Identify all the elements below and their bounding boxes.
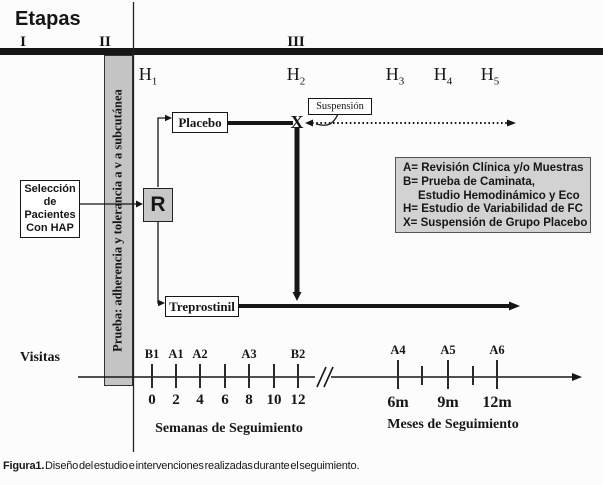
selection-box-line: Selección — [24, 183, 76, 195]
h-marker: $H_5$ — [480, 64, 500, 88]
timeline-tick — [273, 364, 275, 388]
weeks-caption: Semanas de Seguimiento — [155, 421, 303, 436]
r-to-placebo-arrow — [158, 118, 166, 187]
r-to-treprostinil-arrow — [158, 221, 159, 303]
visit-label: A6 — [489, 343, 505, 357]
visit-label: A4 — [390, 343, 406, 357]
months-caption: Meses de Seguimiento — [387, 417, 519, 432]
suspension-pointer-arrow — [316, 114, 338, 125]
treprostinil-line-arrowhead-icon — [509, 302, 520, 311]
visitas-label: Visitas — [20, 350, 60, 365]
placebo-suspension-x-marker: X — [290, 112, 304, 132]
timeline-tick — [248, 364, 250, 388]
selection-box — [20, 180, 80, 238]
legend-line: A= Revisión Clínica y/o Muestras — [403, 162, 584, 174]
treprostinil-arrowhead-icon — [158, 300, 165, 306]
dotted-left-arrowhead-icon — [305, 120, 313, 127]
visit-label: A2 — [192, 347, 208, 361]
h-marker: $H_4$ — [433, 64, 453, 88]
visit-label: A5 — [440, 343, 456, 357]
visit-label: A3 — [241, 347, 257, 361]
suspension-box: Suspensión — [308, 98, 372, 115]
week-number: 12 — [290, 392, 306, 408]
selection-arrowhead-icon — [136, 201, 143, 208]
timeline-tick — [151, 364, 153, 388]
legend-line: B= Prueba de Caminata, — [403, 175, 535, 188]
h-marker: $H_2$ — [286, 64, 306, 88]
placebo-arrowhead-icon — [165, 115, 172, 121]
week-number: 2 — [172, 392, 180, 408]
month-number: 6m — [387, 394, 409, 411]
timeline-tick — [224, 364, 226, 388]
timeline-tick — [472, 366, 474, 385]
selection-box-line: Pacientes — [24, 209, 76, 221]
stage-numeral-i: I — [20, 34, 26, 50]
adherence-bar-label: Prueba: adherencia y tolerancia a v a subcutánea — [110, 89, 125, 352]
h-marker: $H_1$ — [138, 64, 158, 88]
week-number: 8 — [245, 392, 253, 408]
randomization-box: R — [143, 188, 173, 222]
week-number: 6 — [221, 392, 229, 408]
timeline-tick — [297, 364, 299, 388]
week-number: 10 — [266, 392, 282, 408]
page-title: Etapas — [15, 8, 81, 30]
treprostinil-box: Treprostinil — [165, 296, 239, 317]
month-number: 9m — [437, 394, 459, 411]
selection-box-line: Con HAP — [26, 222, 74, 234]
legend-line: X= Suspensión de Grupo Placebo — [403, 217, 588, 230]
figure-caption-number: Figura1. — [3, 460, 45, 472]
timeline-arrowhead-icon — [572, 373, 582, 381]
timeline-tick — [496, 360, 498, 389]
visit-label: B2 — [290, 347, 306, 361]
visit-label: B1 — [144, 347, 160, 361]
legend-line: Estudio Hemodinámico y Eco — [418, 189, 580, 202]
stage-numeral-iii: III — [287, 34, 305, 50]
timeline-tick — [199, 364, 201, 388]
figure-caption — [3, 460, 359, 472]
visit-label: A1 — [168, 347, 184, 361]
placebo-box: Placebo — [172, 112, 228, 133]
dotted-right-arrowhead-icon — [507, 120, 516, 127]
legend-line: H= Estudio de Variabilidad de FC — [403, 203, 583, 216]
stage-numeral-ii: II — [99, 34, 111, 50]
legend-box — [395, 157, 591, 233]
selection-box-line: de — [43, 196, 57, 208]
timeline-tick — [397, 360, 399, 389]
figure-caption-text: Diseño del estudio e intervenciones realizadas durante el seguimiento. — [44, 460, 360, 472]
week-number: 4 — [196, 392, 204, 408]
h-marker: $H_3$ — [385, 64, 405, 88]
month-number: 12m — [482, 394, 512, 411]
drop-arrowhead-icon — [293, 292, 302, 301]
timeline-tick — [175, 364, 177, 388]
timeline-tick — [447, 360, 449, 389]
week-number: 0 — [148, 392, 156, 408]
timeline-tick — [421, 366, 423, 385]
